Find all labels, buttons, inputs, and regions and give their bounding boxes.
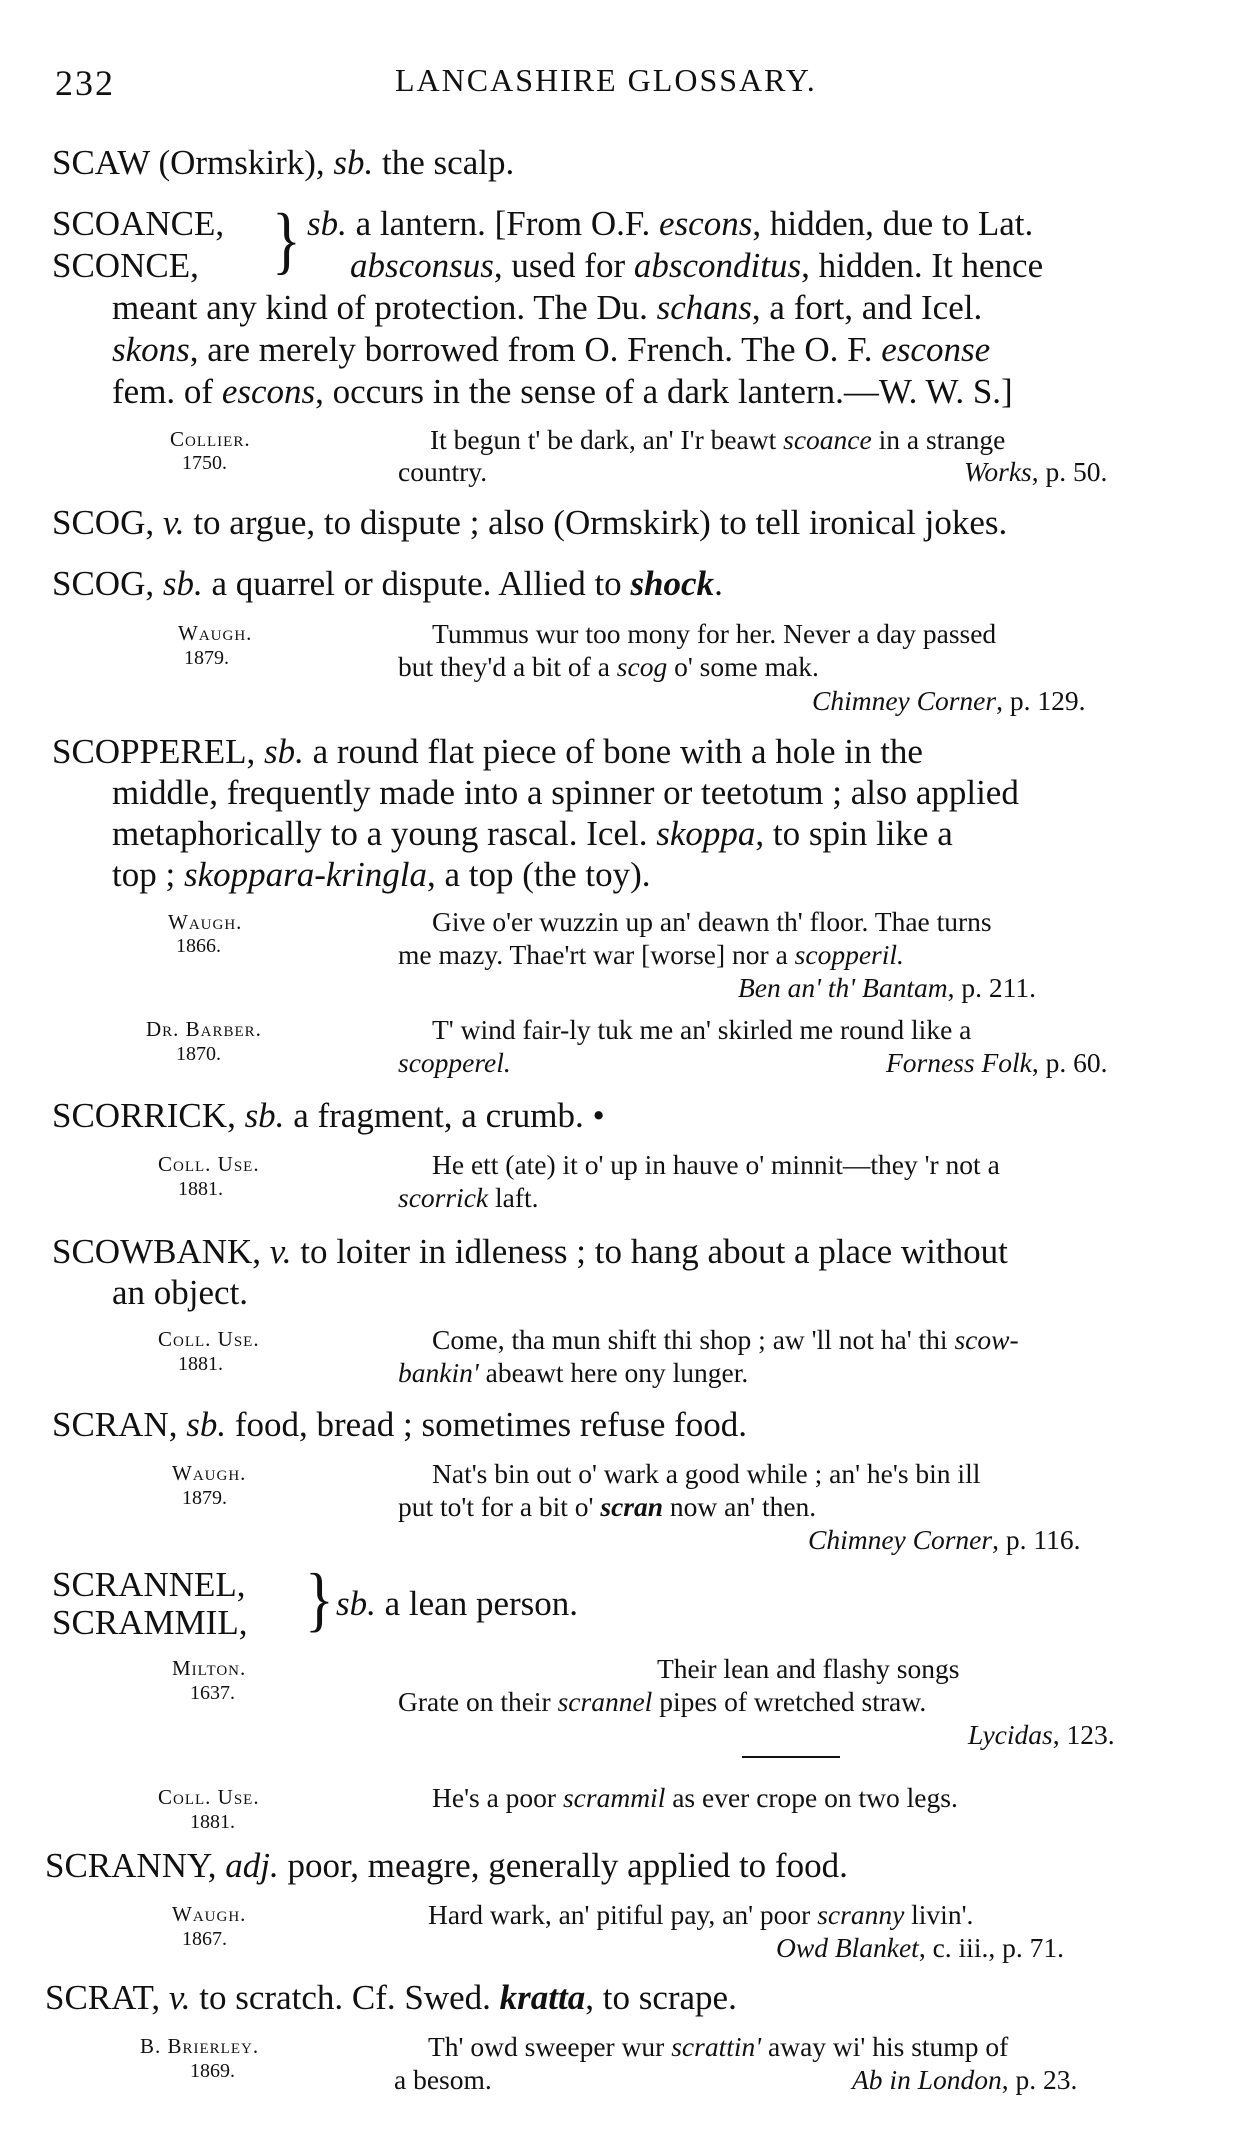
definition-text: the scalp. (373, 143, 515, 182)
quotation-line: He ett (ate) it o' up in hauve o' minnit—they 'r not a (432, 1149, 1000, 1180)
citation-year: 1750. (182, 452, 227, 474)
citation-author: Waugh. (172, 1902, 247, 1926)
part-of-speech: sb. (333, 143, 374, 182)
definition-line: sb. a lantern. [From O.F. escons, hidden, due to Lat. (307, 204, 1034, 243)
definition-line: absconsus, used for absconditus, hidden. It hence (350, 246, 1044, 285)
citation-year: 1879. (184, 647, 229, 669)
quotation-line: Their lean and flashy songs (657, 1653, 960, 1684)
headword: SCOG (52, 503, 146, 542)
citation-year: 1866. (176, 935, 221, 957)
page-number: 232 (55, 63, 115, 103)
citation-year: 1867. (182, 1928, 227, 1950)
quotation-line: scopperel. (398, 1047, 511, 1078)
headword: SCORRICK (52, 1096, 228, 1135)
citation-source: Chimney Corner, p. 116. (808, 1524, 1081, 1555)
quotation-line: bankin' abeawt here ony lunger. (398, 1357, 749, 1388)
quotation-line: me mazy. Thae'rt war [worse] nor a scopperil. (398, 939, 904, 970)
quotation-line: scorrick laft. (398, 1182, 539, 1213)
quotation-line: Come, tha mun shift thi shop ; aw 'll not ha' thi scow- (432, 1324, 1019, 1355)
definition-line: top ; skoppara-kringla, a top (the toy). (112, 855, 651, 894)
citation-source: Owd Blanket, c. iii., p. 71. (776, 1932, 1064, 1963)
quotation-line: Tummus wur too mony for her. Never a day passed (432, 618, 997, 649)
citation-author: Coll. Use. (158, 1152, 260, 1176)
quotation-line: Hard wark, an' pitiful pay, an' poor scranny livin'. (428, 1899, 974, 1930)
quotation-line: but they'd a bit of a scog o' some mak. (398, 651, 819, 682)
headword: SCRANNEL, (52, 1565, 246, 1604)
definition-line: metaphorically to a young rascal. Icel. skoppa, to spin like a (112, 814, 953, 853)
running-title: LANCASHIRE GLOSSARY. (395, 62, 817, 98)
citation-year: 1881. (178, 1178, 223, 1200)
quotation-line: It begun t' be dark, an' I'r beawt scoance in a strange (430, 424, 1006, 455)
entry-scog-verb: SCOG, v. to argue, to dispute ; also (Ormskirk) to tell ironical jokes. (52, 503, 1008, 542)
entry-scranny: SCRANNY, adj. poor, meagre, generally applied to food. (45, 1846, 848, 1885)
entry-scowbank: SCOWBANK, v. to loiter in idleness ; to hang about a place without (52, 1232, 1008, 1271)
headword: SCRAT (45, 1978, 152, 2017)
quotation-line: He's a poor scrammil as ever crope on two legs. (432, 1782, 958, 1813)
headword: SCRAN (52, 1405, 169, 1444)
citation-source: Ben an' th' Bantam, p. 211. (738, 972, 1036, 1003)
citation-source: Works, p. 50. (964, 456, 1108, 487)
brace: } (272, 198, 301, 282)
definition-line: an object. (112, 1273, 249, 1312)
quotation-line: country. (398, 456, 488, 487)
definition-text: (Ormskirk), (149, 143, 334, 182)
entry-scog-noun: SCOG, sb. a quarrel or dispute. Allied to shock. (52, 564, 723, 603)
citation-author: Waugh. (178, 621, 253, 645)
citation-author: Milton. (172, 1656, 247, 1680)
citation-author: Collier. (170, 427, 251, 451)
citation-source: Ab in London, p. 23. (852, 2064, 1078, 2095)
citation-author: Dr. Barber. (146, 1017, 262, 1041)
definition-line: skons, are merely borrowed from O. French. The O. F. esconse (112, 330, 991, 369)
quotation-line: Grate on their scrannel pipes of wretched straw. (398, 1686, 927, 1717)
headword: SCOANCE, (52, 204, 225, 243)
entry-scaw (52, 143, 514, 183)
citation-author: B. Brierley. (140, 2034, 260, 2058)
citation-year: 1881. (190, 1811, 235, 1833)
citation-author: Coll. Use. (158, 1327, 260, 1351)
brace: } (305, 1559, 334, 1639)
citation-source: Lycidas, 123. (968, 1719, 1115, 1750)
quotation-line: a besom. (394, 2064, 492, 2095)
entry-scran: SCRAN, sb. food, bread ; sometimes refuse food. (52, 1405, 748, 1444)
quotation-line: Th' owd sweeper wur scrattin' away wi' his stump of (428, 2031, 1009, 2062)
citation-year: 1870. (176, 1043, 221, 1065)
entry-scopperel: SCOPPEREL, sb. a round flat piece of bone with a hole in the (52, 732, 923, 771)
headword: SCOPPEREL (52, 732, 247, 771)
citation-author: Waugh. (172, 1461, 247, 1485)
quotation-line: T' wind fair-ly tuk me an' skirled me round like a (432, 1014, 972, 1045)
quotation-line: Nat's bin out o' wark a good while ; an' he's bin ill (432, 1458, 981, 1489)
definition-line: sb. a lean person. (336, 1584, 579, 1623)
citation-year: 1637. (190, 1682, 235, 1704)
quotation-line: put to't for a bit o' scran now an' then. (398, 1491, 817, 1522)
definition-line: meant any kind of protection. The Du. schans, a fort, and Icel. (112, 288, 983, 327)
citation-year: 1879. (182, 1487, 227, 1509)
citation-year: 1881. (178, 1353, 223, 1375)
separator-rule (742, 1756, 840, 1758)
headword: SCONCE, (52, 246, 199, 285)
headword: SCAW (52, 143, 150, 182)
citation-source: Chimney Corner, p. 129. (812, 685, 1086, 716)
headword: SCRAMMIL, (52, 1603, 248, 1642)
citation-author: Waugh. (168, 910, 243, 934)
headword: SCRANNY (45, 1846, 208, 1885)
entry-scorrick: SCORRICK, sb. a fragment, a crumb. • (52, 1096, 605, 1135)
entry-scrat: SCRAT, v. to scratch. Cf. Swed. kratta, to scrape. (45, 1978, 737, 2017)
definition-line: middle, frequently made into a spinner or teetotum ; also applied (112, 773, 1019, 812)
citation-author: Coll. Use. (158, 1785, 260, 1809)
headword: SCOG (52, 564, 146, 603)
citation-year: 1869. (190, 2060, 235, 2082)
definition-line: fem. of escons, occurs in the sense of a dark lantern.—W. W. S.] (112, 372, 1013, 411)
headword: SCOWBANK (52, 1232, 253, 1271)
quotation-line: Give o'er wuzzin up an' deawn th' floor. Thae turns (432, 906, 992, 937)
citation-source: Forness Folk, p. 60. (886, 1047, 1108, 1078)
